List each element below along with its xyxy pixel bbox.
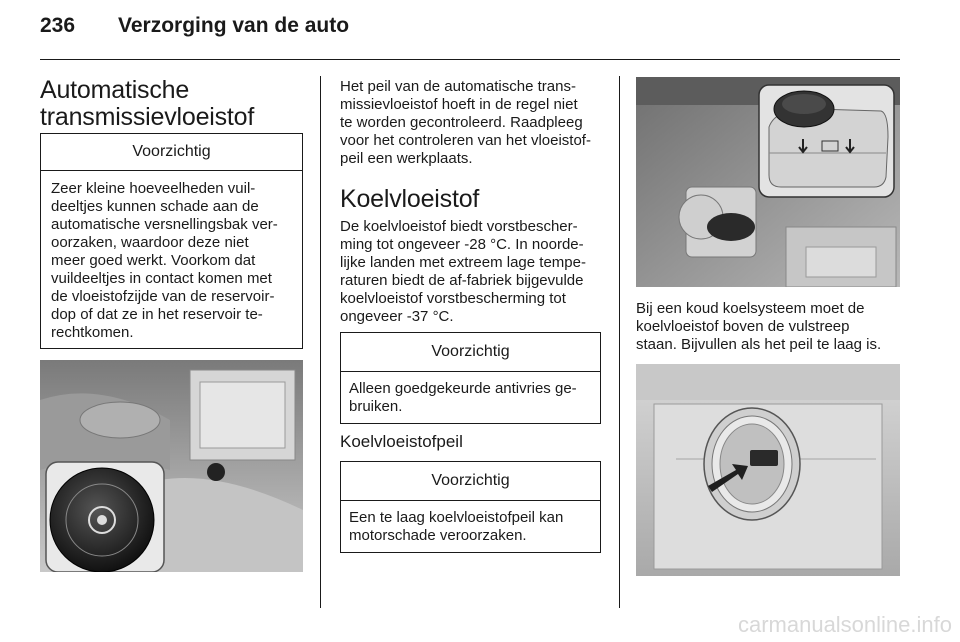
text-line: staan. Bijvullen als het peil te laag is.	[636, 336, 882, 353]
subheading-text: Koelvloeistofpeil	[340, 432, 463, 451]
page-header-title: Verzorging van de auto	[118, 14, 350, 37]
caution-title: Voorzichtig	[341, 333, 600, 372]
caution-title: Voorzichtig	[41, 134, 302, 171]
caution-body	[341, 501, 600, 545]
caution-box-antifreeze	[340, 332, 601, 424]
text-line: te worden gecontroleerd. Raadpleeg	[340, 114, 583, 131]
text-line: bruiken.	[349, 398, 403, 415]
section-heading-transmission	[40, 77, 304, 131]
text-line: ming tot ongeveer -28 °C. In noorde-	[340, 236, 584, 253]
text-line: rechtkomen.	[51, 324, 134, 341]
heading-text: Koelvloeistof	[340, 185, 480, 213]
text-line: vuildeeltjes in contact komen met	[51, 270, 272, 287]
heading-line: Automatische	[40, 76, 190, 104]
text-line: automatische versnellingsbak ver-	[51, 216, 278, 233]
subheading-coolant-level	[340, 432, 605, 452]
caution-body	[341, 372, 600, 416]
text-line: Een te laag koelvloeistofpeil kan	[349, 509, 564, 526]
heading-line: transmissievloeistof	[40, 103, 255, 131]
text-line: Bij een koud koelsysteem moet de	[636, 300, 865, 317]
text-line: lijke landen met extreem lage tempe-	[340, 254, 586, 271]
caution-title: Voorzichtig	[341, 462, 600, 501]
photo-coolant-reservoir	[636, 77, 900, 287]
engine-bay-illustration	[40, 360, 303, 572]
text-line: raturen biedt de af-fabriek bijgevulde	[340, 272, 584, 289]
text-line: de vloeistofzijde van de reservoir-	[51, 288, 275, 305]
text-line: meer goed werkt. Voorkom dat	[51, 252, 256, 269]
caution-box-coolant-level	[340, 461, 601, 553]
caution-box-transmission	[40, 133, 303, 349]
section-heading-coolant	[340, 186, 605, 213]
page-number: 236	[40, 14, 76, 37]
reservoir-closeup-illustration	[636, 364, 900, 576]
text-line: koelvloeistof vorstbescherming tot	[340, 290, 566, 307]
text-line: peil een werkplaats.	[340, 150, 473, 167]
text-line: motorschade veroorzaken.	[349, 527, 527, 544]
text-line: deeltjes kunnen schade aan de	[51, 198, 259, 215]
column-divider-2	[619, 76, 620, 608]
caution-body	[41, 171, 302, 342]
transmission-intro-paragraph	[340, 78, 605, 168]
text-line: Zeer kleine hoeveelheden vuil-	[51, 180, 256, 197]
text-line: voor het controleren van het vloeistof-	[340, 132, 591, 149]
text-line: dop of dat ze in het reservoir te-	[51, 306, 263, 323]
text-line: ongeveer -37 °C.	[340, 308, 454, 325]
text-line: koelvloeistof boven de vulstreep	[636, 318, 850, 335]
coolant-reservoir-illustration	[636, 77, 900, 287]
text-line: missievloeistof hoeft in de regel niet	[340, 96, 578, 113]
photo-transmission-cap	[40, 360, 303, 572]
column-divider-1	[320, 76, 321, 608]
coolant-level-paragraph	[636, 300, 906, 354]
watermark-url: carmanualsonline.info	[737, 612, 952, 637]
photo-coolant-fill-mark	[636, 364, 900, 576]
header-divider	[40, 59, 900, 60]
text-line: Alleen goedgekeurde antivries ge-	[349, 380, 577, 397]
text-line: De koelvloeistof biedt vorstbescher-	[340, 218, 578, 235]
text-line: Het peil van de automatische trans-	[340, 78, 576, 95]
coolant-paragraph	[340, 218, 605, 326]
text-line: oorzaken, waardoor deze niet	[51, 234, 249, 251]
